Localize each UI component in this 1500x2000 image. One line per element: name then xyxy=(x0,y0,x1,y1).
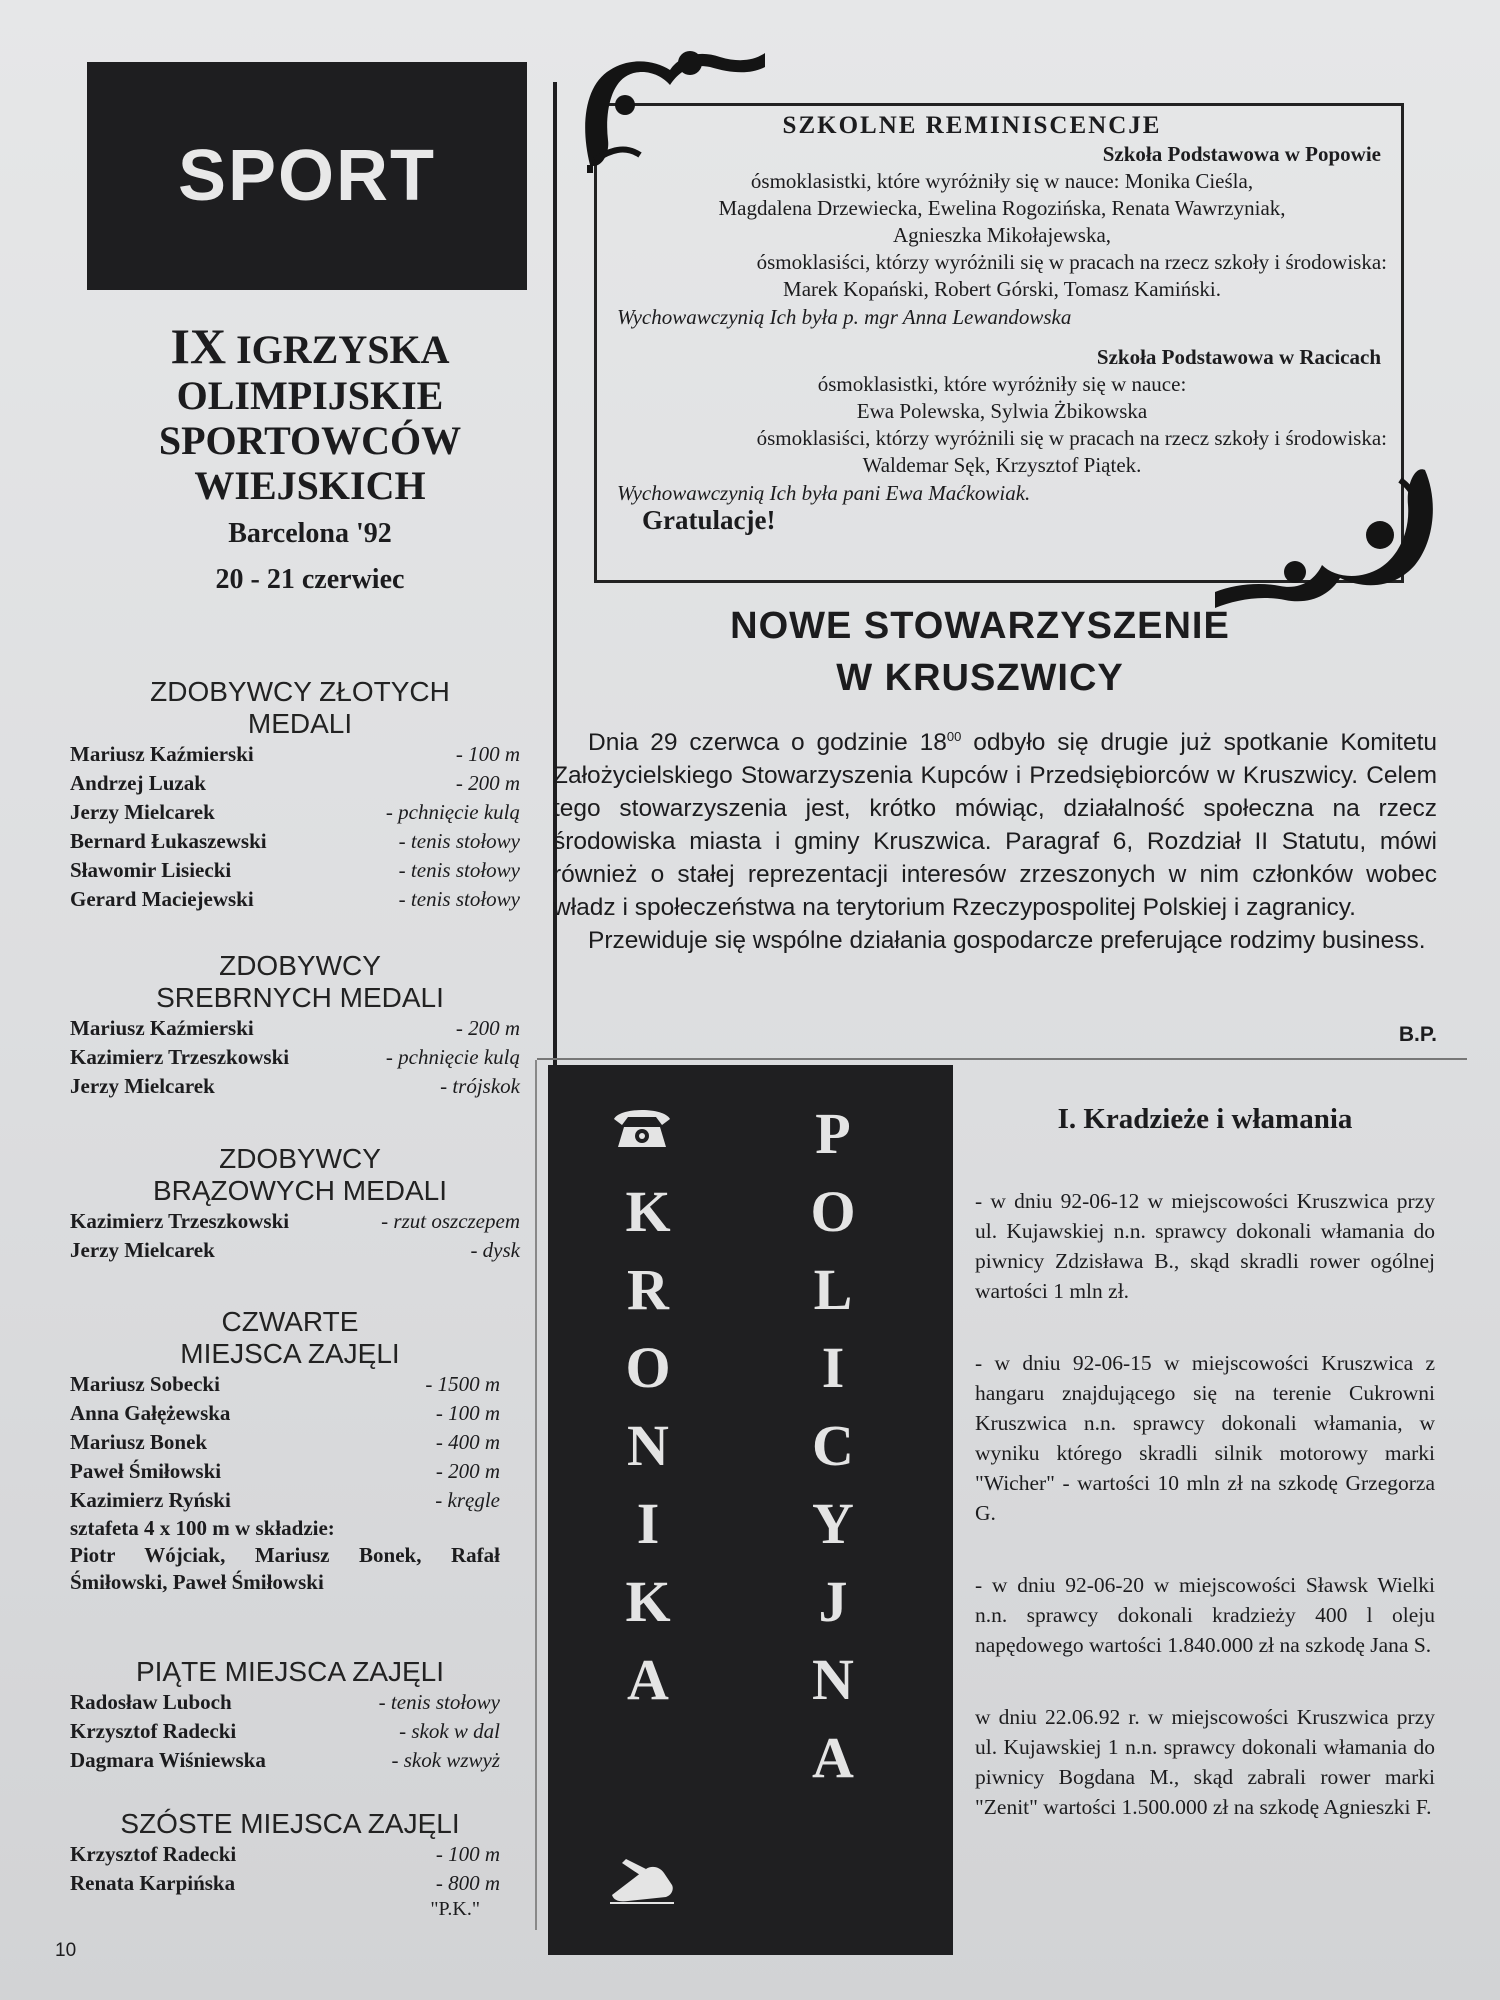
fourth-title-1: CZWARTE xyxy=(221,1306,359,1337)
athlete-name: Sławomir Lisiecki xyxy=(70,858,232,883)
event-name: - pchnięcie kulą xyxy=(385,800,520,825)
sixth-list xyxy=(70,1840,510,1898)
event-name: - pchnięcie kulą xyxy=(385,1045,520,1070)
event-name: - tenis stołowy xyxy=(398,887,520,912)
silver-list xyxy=(70,1014,530,1101)
banner-letter: R xyxy=(627,1257,669,1322)
popowo-line-1: ósmoklasistki, które wyróżniły się w nauce: Monika Cieśla, xyxy=(750,169,1254,193)
event-name: - 400 m xyxy=(435,1430,500,1455)
fifth-title: PIĄTE MIEJSCA ZAJĘLI xyxy=(135,1656,445,1687)
crime-entry: - w dniu 92-06-20 w miejscowości Sławsk Wielki n.n. sprawcy dokonali kradzieży 400 l oleju napędowego wartości 1.840.000 zł na szkodę Jana S. xyxy=(975,1573,1435,1657)
word-kronika xyxy=(608,1173,688,1719)
fifth-section xyxy=(70,1656,510,1775)
athlete-name: Gerard Maciejewski xyxy=(70,887,254,912)
result-row xyxy=(70,1457,510,1486)
athlete-name: Jerzy Mielcarek xyxy=(70,1238,215,1263)
banner-letter: L xyxy=(813,1257,853,1322)
event-name: - 200 m xyxy=(435,1459,500,1484)
event-name: - 800 m xyxy=(435,1871,500,1896)
silver-title-1: ZDOBYWCY xyxy=(219,950,381,981)
result-row xyxy=(70,1207,530,1236)
gold-section xyxy=(70,676,530,914)
event-name: - tenis stołowy xyxy=(398,829,520,854)
result-row xyxy=(70,1486,510,1515)
fourth-section xyxy=(70,1306,510,1596)
banner-letter: K xyxy=(625,1569,671,1634)
athlete-name: Radosław Luboch xyxy=(70,1690,232,1715)
athlete-name: Krzysztof Radecki xyxy=(70,1719,237,1744)
event-name: - dysk xyxy=(470,1238,520,1263)
result-row xyxy=(70,1399,510,1428)
popowo-teacher: Wychowawczynią Ich była p. mgr Anna Lewandowska xyxy=(617,305,1072,329)
crime-entry: - w dniu 92-06-12 w miejscowości Kruszwica przy ul. Kujawskiej n.n. sprawcy dokonali włamania do piwnicy Zdzisława B., skąd skradli rower ogólnej wartości 1 mln zł. xyxy=(975,1189,1435,1303)
event-name: - skok wzwyż xyxy=(391,1748,500,1773)
event-name: - tenis stołowy xyxy=(378,1690,500,1715)
athlete-name: Anna Gałężewska xyxy=(70,1401,231,1426)
crime-entry: w dniu 22.06.92 r. w miejscowości Kruszwica przy ul. Kujawskiej 1 n.n. sprawcy dokonali włamania do piwnicy Bogdana M., skąd zabrali rower marki "Zenit" wartości 1.500.000 zł na szkodę Agnieszki F. xyxy=(975,1705,1435,1819)
headline-place: Barcelona '92 xyxy=(228,518,392,550)
relay-members: Piotr Wójciak, Mariusz Bonek, Rafał Śmiłowski, Paweł Śmiłowski xyxy=(70,1543,500,1595)
athlete-name: Kazimierz Ryński xyxy=(70,1488,231,1513)
gold-list xyxy=(70,740,530,914)
athlete-name: Mariusz Kaźmierski xyxy=(70,742,254,767)
athlete-name: Mariusz Kaźmierski xyxy=(70,1016,254,1041)
police-chronicle-banner xyxy=(548,1065,953,1955)
result-row xyxy=(70,1014,530,1043)
event-name: - rzut oszczepem xyxy=(381,1209,520,1234)
athlete-name: Mariusz Bonek xyxy=(70,1430,208,1455)
event-name: - 200 m xyxy=(455,1016,520,1041)
article-paragraph-1: Dnia 29 czerwca o godzinie $18^{00}$ odbyło się drugie już spotkanie Komitetu Założycielskiego Stowarzyszenia Kupców i Przedsiębiorców w Kruszwicy. Celem tego stowarzyszenia jest, krótko mówiąc, działalność społeczna na rzecz środowiska miasta i gminy Kruszwica. Paragraf 6, Rozdział II Statutu, mówi również o stałej reprezentacji interesów zrzeszonych w nim członków wobec władz i społeczeństwa na terytorium Rzeczypospolitej Polskiej i zagranicy. xyxy=(553,729,1437,922)
page-number: 10 xyxy=(55,1940,77,1961)
silver-section xyxy=(70,950,530,1101)
popowo-line-5: Marek Kopański, Robert Górski, Tomasz Kamiński. xyxy=(783,277,1221,301)
fourth-list xyxy=(70,1370,510,1515)
crime-column xyxy=(975,1065,1435,1864)
headline-dates: 20 - 21 czerwiec xyxy=(215,563,405,595)
athlete-name: Jerzy Mielcarek xyxy=(70,1074,215,1099)
banner-letter: I xyxy=(636,1491,660,1556)
banner-letter: K xyxy=(625,1179,671,1244)
athlete-name: Dagmara Wiśniewska xyxy=(70,1748,266,1773)
crime-heading: I. Kradzieże i włamania xyxy=(1057,1103,1353,1135)
event-name: - 100 m xyxy=(455,742,520,767)
popowo-line-3: Agnieszka Mikołajewska, xyxy=(892,223,1112,247)
bronze-title-1: ZDOBYWCY xyxy=(219,1143,381,1174)
banner-letter: J xyxy=(818,1569,848,1634)
bronze-section xyxy=(70,1143,530,1265)
relay-label: sztafeta 4 x 100 m w składzie: xyxy=(70,1516,335,1541)
racice-line-3: ósmoklasiści, którzy wyróżnili się w pracach na rzecz szkoły i środowiska: xyxy=(756,426,1387,450)
bronze-list xyxy=(70,1207,530,1265)
banner-letter: Y xyxy=(812,1491,854,1556)
headline-line2: OLIMPIJSKIE xyxy=(176,373,444,418)
article-signature: B.P. xyxy=(1398,1023,1437,1046)
event-name: - skok w dal xyxy=(399,1719,500,1744)
crime-entry: - w dniu 92-06-15 w miejscowości Kruszwica z hangaru znajdującego się na terenie Cukrowni Kruszwica n.n. sprawcy dokonali włamania, w wyniku którego skradli silnik motorowy marki "Wicher" - wartości 10 mln zł na szkodę Grzegorza G. xyxy=(975,1351,1435,1525)
racice-line-4: Waldemar Sęk, Krzysztof Piątek. xyxy=(862,453,1142,477)
result-row xyxy=(70,1428,510,1457)
author-initials: "P.K." xyxy=(430,1898,480,1921)
athlete-name: Bernard Łukaszewski xyxy=(70,829,267,854)
popowo-line-2: Magdalena Drzewiecka, Ewelina Rogozińska, Renata Wawrzyniak, xyxy=(718,196,1286,220)
banner-letter: N xyxy=(627,1413,669,1478)
column-divider-lower xyxy=(535,1060,537,1930)
telephone-icon xyxy=(610,1103,674,1151)
event-name: - 100 m xyxy=(435,1842,500,1867)
section-divider xyxy=(537,1058,1467,1060)
racice-line-2: Ewa Polewska, Sylwia Żbikowska xyxy=(856,399,1148,423)
banner-letter: C xyxy=(812,1413,854,1478)
article-title xyxy=(560,600,1400,704)
gold-title-1: ZDOBYWCY ZŁOTYCH xyxy=(150,676,450,707)
banner-letter: O xyxy=(810,1179,856,1244)
result-row xyxy=(70,1717,510,1746)
ornament-bottom-right-icon xyxy=(1200,460,1440,610)
popowo-head: Szkoła Podstawowa w Popowie xyxy=(1102,142,1381,166)
athlete-name: Kazimierz Trzeszkowski xyxy=(70,1045,290,1070)
article-title-1: NOWE STOWARZYSZENIE xyxy=(730,605,1230,647)
result-row xyxy=(70,1370,510,1399)
banner-letter: O xyxy=(625,1335,671,1400)
result-row xyxy=(70,769,530,798)
fourth-title-2: MIEJSCA ZAJĘLI xyxy=(180,1338,400,1370)
result-row xyxy=(70,827,530,856)
school-title: SZKOLNE REMINISCENCJE xyxy=(782,112,1162,139)
athlete-name: Kazimierz Trzeszkowski xyxy=(70,1209,290,1234)
athlete-name: Krzysztof Radecki xyxy=(70,1842,237,1867)
gold-title-2: MEDALI xyxy=(247,708,353,740)
popowo-line-4: ósmoklasiści, którzy wyróżnili się w pracach na rzecz szkoły i środowiska: xyxy=(756,250,1387,274)
result-row xyxy=(70,740,530,769)
silver-title-2: SREBRNYCH MEDALI xyxy=(156,982,444,1014)
event-name: - trójskok xyxy=(440,1074,520,1099)
athlete-name: Renata Karpińska xyxy=(70,1871,236,1896)
athlete-name: Jerzy Mielcarek xyxy=(70,800,215,825)
sport-label: SPORT xyxy=(177,136,437,216)
headline-igrzyska: IGRZYSKA xyxy=(236,327,450,372)
athlete-name: Paweł Śmiłowski xyxy=(70,1459,222,1484)
athlete-name: Mariusz Sobecki xyxy=(70,1372,220,1397)
result-row xyxy=(70,1840,510,1869)
headline-line4: WIEJSKICH xyxy=(194,462,426,508)
banner-letter: P xyxy=(815,1101,851,1166)
banner-letter: A xyxy=(812,1725,854,1790)
result-row xyxy=(70,1236,530,1265)
sixth-section xyxy=(70,1808,510,1921)
event-name: - tenis stołowy xyxy=(398,858,520,883)
bronze-title-2: BRĄZOWYCH MEDALI xyxy=(152,1175,448,1207)
athlete-name: Andrzej Luzak xyxy=(70,771,206,796)
banner-letter: N xyxy=(812,1647,854,1712)
banner-letter: I xyxy=(821,1335,845,1400)
event-name: - 1500 m xyxy=(425,1372,500,1397)
racice-teacher: Wychowawczynią Ich była pani Ewa Maćkowiak. xyxy=(617,481,1031,505)
result-row xyxy=(70,1688,510,1717)
result-row xyxy=(70,1746,510,1775)
banner-letter: A xyxy=(627,1647,669,1712)
sport-banner xyxy=(87,62,527,290)
writing-hand-icon xyxy=(606,1855,678,1905)
event-name: - 100 m xyxy=(435,1401,500,1426)
headline-roman: IX xyxy=(170,318,227,374)
article-body xyxy=(553,720,1437,957)
olympics-headline xyxy=(90,318,530,599)
event-name: - 200 m xyxy=(455,771,520,796)
result-row xyxy=(70,885,530,914)
sixth-title: SZÓSTE MIEJSCA ZAJĘLI xyxy=(120,1808,460,1839)
result-row xyxy=(70,798,530,827)
result-row xyxy=(70,856,530,885)
event-name: - kręgle xyxy=(435,1488,500,1513)
result-row xyxy=(70,1072,530,1101)
ornament-top-left-icon xyxy=(570,45,770,175)
racice-line-1: ósmoklasistki, które wyróżniły się w nauce: xyxy=(817,372,1187,396)
result-row xyxy=(70,1869,510,1898)
fifth-list xyxy=(70,1688,510,1775)
article-paragraph-2: Przewiduje się wspólne działania gospodarcze preferujące rodzimy business. xyxy=(588,927,1426,955)
congrats: Gratulacje! xyxy=(642,505,776,535)
headline-line3: SPORTOWCÓW xyxy=(158,417,462,463)
article-title-2: W KRUSZWICY xyxy=(836,657,1124,699)
result-row xyxy=(70,1043,530,1072)
crime-entries xyxy=(975,1186,1435,1822)
racice-head: Szkoła Podstawowa w Racicach xyxy=(1096,345,1381,369)
word-policyjna xyxy=(793,1095,873,1797)
